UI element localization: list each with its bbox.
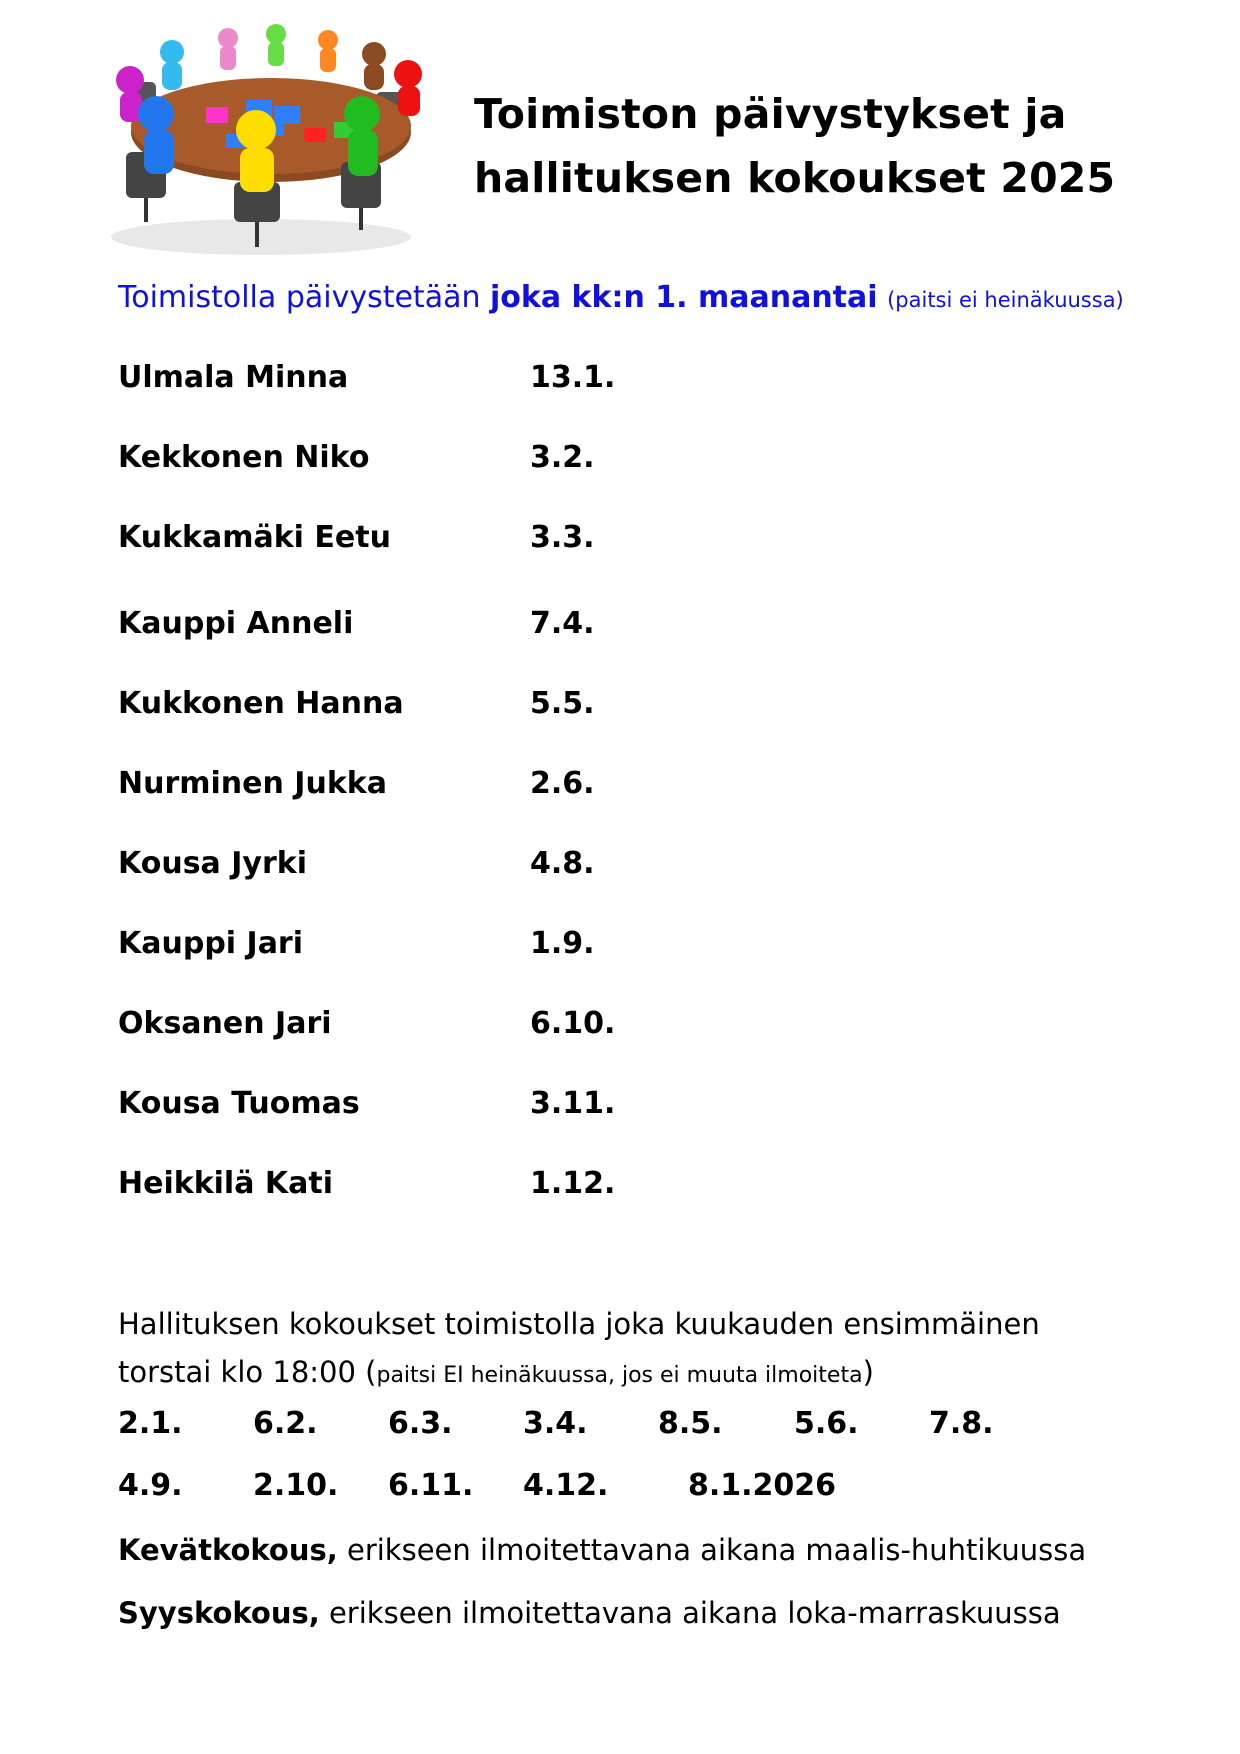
board-date: 2.1. — [118, 1406, 183, 1441]
board-date: 3.4. — [523, 1406, 588, 1441]
duty-name: Ulmala Minna — [118, 360, 349, 395]
meeting-text: erikseen ilmoitettavana aikana maalis-huhtikuussa — [337, 1533, 1087, 1567]
duty-name: Kukkonen Hanna — [118, 686, 404, 721]
board-date: 8.1.2026 — [688, 1468, 837, 1503]
duty-intro-text: Toimistolla päivystetään — [118, 280, 491, 315]
board-date: 6.3. — [388, 1406, 453, 1441]
duty-name: Kekkonen Niko — [118, 440, 370, 475]
duty-name: Kauppi Anneli — [118, 606, 354, 641]
autumn-meeting — [118, 1593, 1061, 1633]
duty-intro-note: (paitsi ei heinäkuussa) — [887, 288, 1124, 312]
spring-meeting — [118, 1530, 1086, 1570]
duty-date: 2.6. — [530, 766, 595, 801]
duty-row — [118, 1164, 615, 1204]
duty-date: 7.4. — [530, 606, 595, 641]
duty-row — [118, 438, 595, 478]
board-date: 2.10. — [253, 1468, 339, 1503]
duty-row — [118, 518, 595, 558]
duty-date: 3.2. — [530, 440, 595, 475]
meeting-table-figures-icon — [86, 22, 442, 262]
board-intro-note: paitsi EI heinäkuussa, jos ei muuta ilmoiteta — [376, 1363, 863, 1388]
duty-name: Kauppi Jari — [118, 926, 304, 961]
duty-date: 6.10. — [530, 1006, 616, 1041]
meeting-text: erikseen ilmoitettavana aikana loka-marraskuussa — [319, 1596, 1061, 1630]
duty-name: Kousa Jyrki — [118, 846, 307, 881]
board-date: 6.11. — [388, 1468, 474, 1503]
board-date: 6.2. — [253, 1406, 318, 1441]
board-intro-close: ) — [862, 1355, 874, 1389]
board-date: 7.8. — [929, 1406, 994, 1441]
title-line-1: Toimiston päivystykset ja — [474, 90, 1067, 138]
duty-row — [118, 1084, 615, 1124]
board-intro-line-2 — [118, 1348, 1078, 1400]
duty-row — [118, 604, 595, 644]
duty-row — [118, 684, 595, 724]
board-date: 8.5. — [658, 1406, 723, 1441]
duty-date: 5.5. — [530, 686, 595, 721]
duty-row — [118, 764, 595, 804]
duty-date: 1.9. — [530, 926, 595, 961]
duty-row — [118, 924, 595, 964]
duty-name: Kousa Tuomas — [118, 1086, 360, 1121]
board-intro-line-1: Hallituksen kokoukset toimistolla joka kuukauden ensimmäinen — [118, 1307, 1040, 1341]
board-date: 4.9. — [118, 1468, 183, 1503]
duty-date: 13.1. — [530, 360, 616, 395]
board-date: 4.12. — [523, 1468, 609, 1503]
duty-date: 3.3. — [530, 520, 595, 555]
duty-name: Heikkilä Kati — [118, 1166, 334, 1201]
duty-date: 4.8. — [530, 846, 595, 881]
duty-date: 3.11. — [530, 1086, 616, 1121]
page-title — [474, 82, 1115, 210]
duty-date: 1.12. — [530, 1166, 616, 1201]
duty-name: Nurminen Jukka — [118, 766, 387, 801]
duty-name: Oksanen Jari — [118, 1006, 332, 1041]
board-intro-text: torstai klo 18:00 ( — [118, 1355, 377, 1389]
meeting-name: Kevätkokous, — [118, 1533, 338, 1567]
board-intro — [118, 1300, 1078, 1400]
duty-name: Kukkamäki Eetu — [118, 520, 391, 555]
duty-intro-bold: joka kk:n 1. maanantai — [490, 280, 878, 315]
duty-row — [118, 844, 595, 884]
duty-row — [118, 358, 615, 398]
title-line-2: hallituksen kokoukset 2025 — [474, 154, 1116, 202]
board-date: 5.6. — [794, 1406, 859, 1441]
duty-intro — [118, 278, 1124, 320]
duty-row — [118, 1004, 615, 1044]
meeting-name: Syyskokous, — [118, 1596, 320, 1630]
